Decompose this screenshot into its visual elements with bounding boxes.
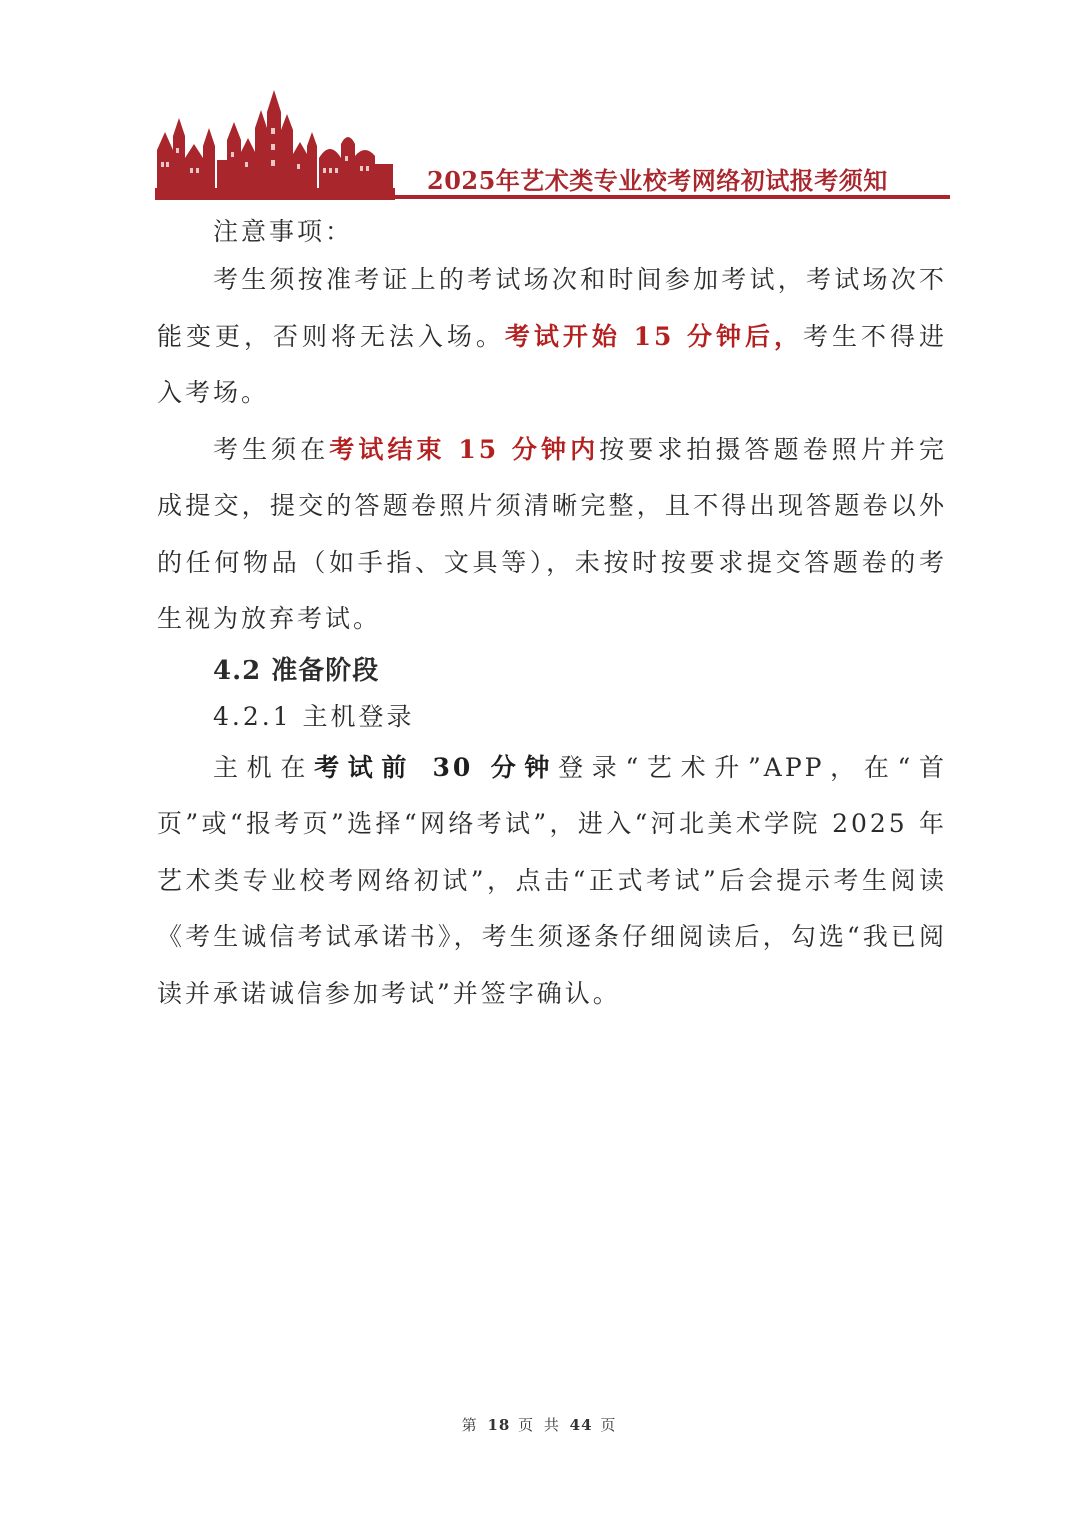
castle-skyline-icon xyxy=(155,88,395,200)
paragraph-text: 登录“艺术升”APP，在“首页”或“报考页”选择“网络考试”，进入“河北美术学院 2025 年艺术类专业校考网络初试”，点击“正式考试”后会提示考生阅读《考生诚信考试承诺书》，考生须逐条仔细阅读后，勾选“我已阅读并承诺诚信参加考试”并签字确认。 xyxy=(157,752,947,1008)
footer-suffix: 页 xyxy=(600,1416,619,1434)
document-body xyxy=(157,212,947,1022)
paragraph-answer-submission xyxy=(157,422,947,648)
highlight-submission-window: 考试结束 15 分钟内 xyxy=(329,434,600,464)
page-header xyxy=(155,88,950,203)
notes-label: 注意事项： xyxy=(213,217,354,246)
header-divider xyxy=(155,195,950,199)
page-number: 18 xyxy=(487,1416,511,1434)
paragraph-exam-entry xyxy=(157,252,947,422)
paragraph-host-login xyxy=(157,740,947,1023)
paragraph-text: 考生须按准考证上的考试场次和时间参加考试，考试场次不能变更，否则将无法入场。 xyxy=(157,265,947,351)
footer-prefix: 第 xyxy=(461,1416,480,1434)
header-title: 2025年艺术类专业校考网络初试报考须知 xyxy=(427,166,888,195)
paragraph-text: 按要求拍摄答题卷照片并完成提交，提交的答题卷照片须清晰完整，且不得出现答题卷以外的任何物品（如手指、文具等），未按时按要求提交答题卷的考生视为放弃考试。 xyxy=(157,434,947,633)
section-heading: 4.2 准备阶段 xyxy=(213,655,380,686)
highlight-late-entry: 考试开始 15 分钟后， xyxy=(504,321,804,351)
paragraph-text: 考生须在 xyxy=(213,434,330,464)
highlight-login-time: 考试前 30 分钟 xyxy=(314,752,559,782)
footer-middle: 页 共 xyxy=(518,1416,562,1434)
page-footer xyxy=(0,1414,1080,1435)
subsection-heading: 4.2.1 主机登录 xyxy=(213,701,415,731)
paragraph-text: 主机在 xyxy=(213,752,315,782)
paragraph-text: 考生不得进入考场。 xyxy=(157,321,947,407)
total-pages: 44 xyxy=(569,1416,593,1434)
